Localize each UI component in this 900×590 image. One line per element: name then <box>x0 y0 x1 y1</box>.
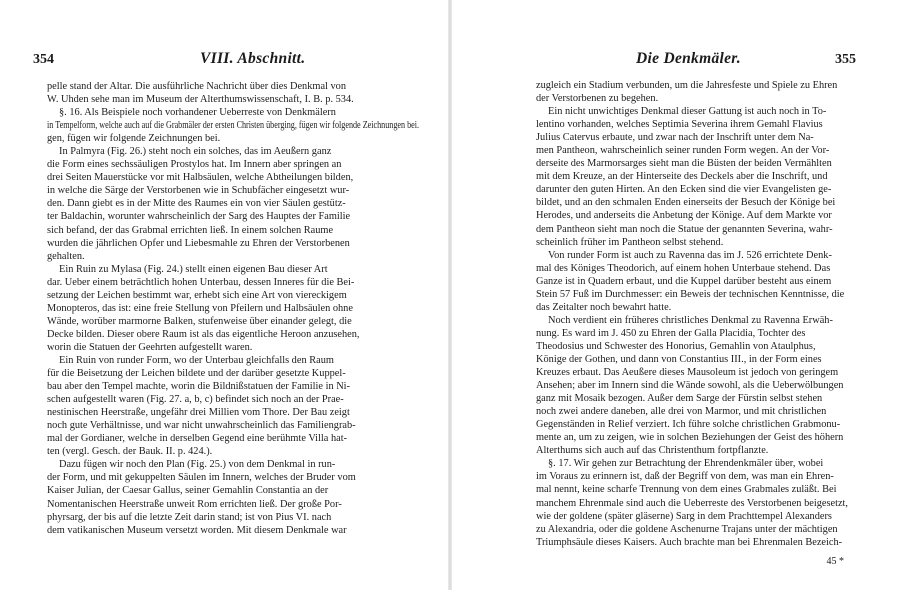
text-line: nung. Es ward im J. 450 zu Ehren der Galla Placidia, Tochter des <box>536 327 806 339</box>
right-running-head: Die Denkmäler. <box>636 50 741 67</box>
text-line: ten (vergl. Gesch. der Bauk. II. p. 424.). <box>47 446 213 458</box>
left-page <box>0 0 448 590</box>
text-line: mal nennt, keine scharfe Trennung von dem eines Grabmales zuläßt. Bei <box>536 484 837 496</box>
text-line: mit dem Kreuze, an der Hinterseite des Deckels aber die Inschrift, und <box>536 171 828 183</box>
text-line: Könige der Gothen, und dann von Constantius III., in der Form eines <box>536 353 822 365</box>
text-line: Kreuzes erbaut. Das Aeußere dieses Mausoleum ist jedoch von geringem <box>536 367 839 379</box>
text-line: wie der goldene (später gläserne) Sarg in dem Prachttempel Alexanders <box>536 510 832 522</box>
text-line: phyrsarg, der bis auf die letzte Zeit darin stand; ist von Pius VI. nach <box>47 511 332 523</box>
text-line: bau aber den Tempel machte, worin die Bildnißstatuen der Familie in Ni- <box>47 381 350 393</box>
text-line: noch gute Verhältnisse, und war nicht unwahrscheinlich das Familiengrab- <box>47 420 356 432</box>
left-page-header <box>0 52 448 72</box>
text-line: gen, fügen wir folgende Zeichnungen bei. <box>47 133 221 145</box>
text-line: Nomentanischen Heerstraße unweit Rom errichten ließ. Der große Por- <box>47 498 342 510</box>
text-line: ganz mit Mosaik bezogen. Außer dem Sarge der Fürstin selbst stehen <box>536 393 823 405</box>
text-line: darunter den guten Hirten. An den Ecken sind die vier Evangelisten ge- <box>536 184 832 196</box>
text-line: pelle stand der Altar. Die ausführliche Nachricht über dies Denkmal von <box>47 81 347 92</box>
text-line: der Form, und mit gekuppelten Säulen im Innern, welches der Bruder vom <box>47 472 356 484</box>
text-line: dem Pantheon sieht man noch die Statue der genannten Severina, wahr- <box>536 223 833 235</box>
text-line: mal der Gordianer, welche in derselben Gegend eine berühmte Villa hat- <box>47 433 348 445</box>
text-line: den. Dann giebt es in der Mitte des Raumes ein von vier Säulen gestütz- <box>47 198 346 210</box>
text-line: für die Beisetzung der Leichen bildete und der darüber gesetzte Kuppel- <box>47 368 346 380</box>
text-line: mal des Königes Theodorich, auf einem hohen Unterbaue stehend. Das <box>536 262 831 274</box>
text-line: manchem Ehrenmale sind auch die Ueberreste des Verstorbenen beigesetzt, <box>536 497 849 509</box>
left-page-number: 354 <box>33 52 54 67</box>
right-page-number: 355 <box>835 52 856 67</box>
text-line: dem vatikanischen Museum versetzt worden. Mit diesem Denkmale war <box>47 524 347 536</box>
text-line: Ein Ruin von runder Form, wo der Unterbau gleichfalls den Raum <box>59 354 334 366</box>
text-line: Von runder Form ist auch zu Ravenna das im J. 526 errichtete Denk- <box>548 249 832 261</box>
text-line: lentino vorhanden, welches Septimia Severina ihrem Gemahl Flavius <box>536 119 823 131</box>
text-line: Theodosius und Schwester des Honorius, Gemahlin von Ataulphus, <box>536 340 816 352</box>
text-line: gehalten. <box>47 250 85 262</box>
text-line: derseite des Marmorsarges sieht man die Büsten der beiden Vermählten <box>536 158 832 170</box>
text-line: Wände, worüber marmorne Balken, stufenweise über einander gelegt, die <box>47 315 352 327</box>
text-line: Julius Catervus erbaute, und zwar nach der Inschrift unter dem Na- <box>536 132 814 144</box>
text-line: Noch verdient ein früheres christliches Denkmal zu Ravenna Erwäh- <box>548 314 833 326</box>
text-line: dar. Ueber einem beträchtlich hohen Unterbau, dessen Inneres für die Bei- <box>47 276 355 288</box>
text-line: sich befand, der das Grabmal errichten ließ. In einem solchen Raume <box>47 224 334 236</box>
text-line: Monopteros, das ist: eine freie Stellung von Pfeilern und Halbsäulen ohne <box>47 302 353 314</box>
text-line: wurden die jährlichen Opfer und Liebesmahle zu Ehren der Verstorbenen <box>47 237 350 249</box>
text-line: W. Uhden sehe man im Museum der Alterthumswissenschaft, I. B. p. 534. <box>47 94 354 106</box>
text-line: Kaiser Julian, der Caesar Gallus, seiner Gemahlin Constantia an der <box>47 485 329 497</box>
text-line: mente an, um zu zeigen, wie in solchen Beziehungen der Geist des höhern <box>536 432 844 444</box>
text-line: §. 17. Wir gehen zur Betrachtung der Ehrendenkmäler über, wobei <box>548 458 824 470</box>
right-page-header <box>452 52 900 72</box>
text-line: das Zeitalter noch bewahrt hatte. <box>536 301 672 313</box>
text-line: §. 16. Als Beispiele noch vorhandener Ueberreste von Denkmälern <box>59 107 336 119</box>
text-line: schen aufgestellt waren (Fig. 27. a, b, c) befindet sich noch an der Prae- <box>47 394 344 406</box>
left-running-head: VIII. Abschnitt. <box>200 50 306 67</box>
left-page-body <box>47 80 419 537</box>
text-line: Herodes, und anderseits die Anbetung der Könige. Auf dem Markte vor <box>536 210 832 222</box>
text-line: nestinischen Heerstraße, ungefähr drei Millien vom Thore. Der Bau zeigt <box>47 407 350 419</box>
text-line: in Tempelform, welche auch auf die Grabmäler der ersten Christen überging, fügen wir folgende Zeichnungen bei. <box>47 120 420 132</box>
text-line: drei Seiten Mauerstücke vor mit Halbsäulen, welche Abtheilungen bilden, <box>47 172 354 184</box>
text-line: In Palmyra (Fig. 26.) steht noch ein solches, das im Aeußern ganz <box>59 146 332 158</box>
text-line: zugleich ein Stadium verbunden, um die Jahresfeste und Spiele zu Ehren <box>536 80 838 91</box>
text-line: Alterthums sich auch auf das Christenthum fortpflanzte. <box>536 445 769 457</box>
text-line: Dazu fügen wir noch den Plan (Fig. 25.) von dem Denkmal in run- <box>59 459 336 471</box>
right-page-body <box>536 79 900 549</box>
text-line: scheinlich früher im Pantheon selbst stehend. <box>536 236 724 248</box>
text-line: ter Baldachin, worunter wahrscheinlich der Sarg des Hauptes der Familie <box>47 211 351 223</box>
text-line: in welche die Särge der Verstorbenen wie in Schubfächer eingesetzt wur- <box>47 185 350 197</box>
text-line: Ein Ruin zu Mylasa (Fig. 24.) stellt einen eigenen Bau dieser Art <box>59 263 328 275</box>
text-line: Ganze ist in Quadern erbaut, und die Kuppel darüber besteht aus einem <box>536 275 832 287</box>
text-line: noch zwei andere daneben, alle drei von Marmor, und mit christlichen <box>536 406 827 418</box>
text-line: bildet, und an den schmalen Enden einerseits der Besuch der Könige bei <box>536 197 836 209</box>
text-line: men Pantheon, wahrscheinlich seiner runden Form wegen. An der Vor- <box>536 145 830 157</box>
text-line: setzung der Leichen bestimmt war, erhebt sich eine Art von viereckigem <box>47 289 347 301</box>
text-line: Ein nicht unwichtiges Denkmal dieser Gattung ist auch noch in To- <box>548 106 827 118</box>
text-line: worin die Statuen der Geehrten aufgestellt waren. <box>47 341 253 353</box>
text-line: Stein 57 Fuß im Durchmesser: ein Beweis der technischen Kenntnisse, die <box>536 288 845 300</box>
text-line: Triumphsäule dieses Kaisers. Auch brachte man bei Ehrenmalen Bezeich- <box>536 536 843 548</box>
text-line: Ansehen; aber im Innern sind die Wände sowohl, als die Ueberwölbungen <box>536 380 844 392</box>
text-line: zu Alexandria, oder die goldene Aschenurne Trajans unter der mächtigen <box>536 523 838 535</box>
text-line: die Form eines sechssäuligen Prostylos hat. Im Innern aber springen an <box>47 159 342 171</box>
text-line: der Verstorbenen zu begehen. <box>536 93 659 105</box>
right-page <box>452 0 900 590</box>
text-line: im Voraus zu erinnern ist, daß der Begriff von dem, was man ein Ehren- <box>536 471 834 483</box>
text-line: Decke bilden. Dieser obere Raum ist als das eigentliche Heroon anzusehen, <box>47 328 360 340</box>
signature-mark: 45 * <box>826 556 844 567</box>
text-line: Gegenständen in Relief verziert. Ich führe solche christlichen Grabmonu- <box>536 419 841 431</box>
